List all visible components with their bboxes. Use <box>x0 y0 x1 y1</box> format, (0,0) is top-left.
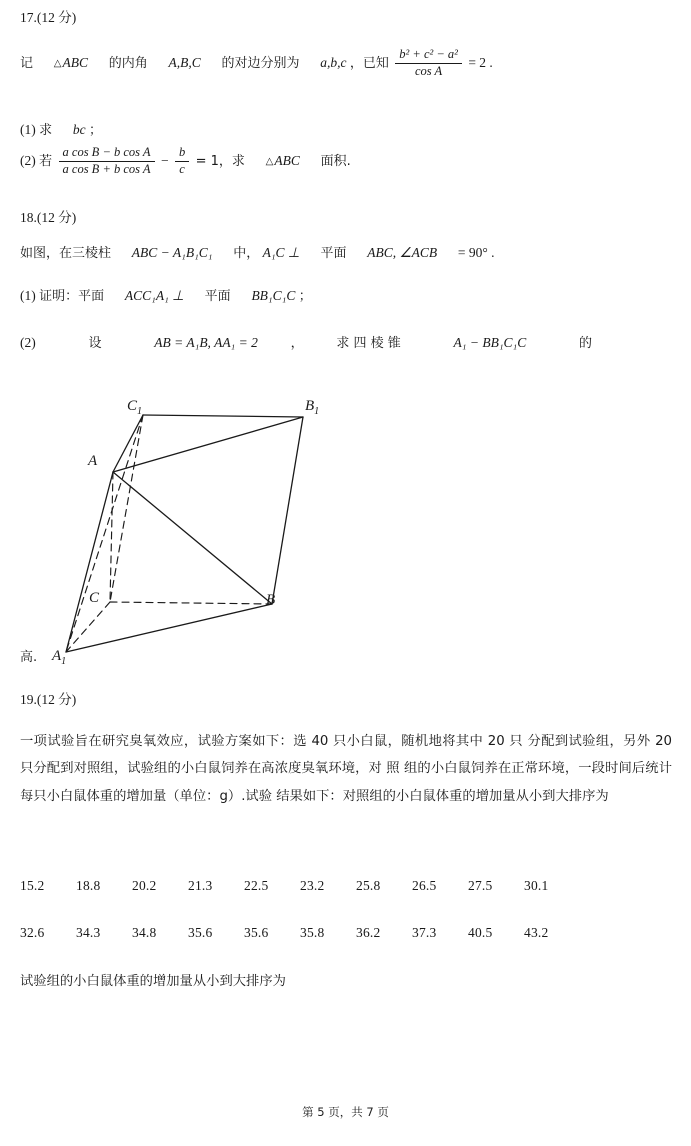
q18-p2-text3: 的 <box>579 336 593 351</box>
q17-p2-end: 面积. <box>320 154 351 170</box>
value: 30.1 <box>524 878 549 893</box>
q18-prism: ABC − A₁B₁C₁ <box>131 245 213 260</box>
q17-p2-f1-num: a cos B − b cos A <box>62 145 151 159</box>
q17-abc: ABC <box>62 55 88 71</box>
q18-stem4: = 90° . <box>457 245 495 260</box>
q17-triangle-symbol: △ <box>53 58 62 70</box>
q17-p2-f2-num: b <box>178 145 186 159</box>
question-17-stem <box>20 48 670 80</box>
q17-sides: a,b,c <box>320 55 347 71</box>
q18-p2-expr1: AB = A₁B, AA₁ = 2 <box>154 335 258 350</box>
q18-stem2: 中， <box>233 246 260 261</box>
q17-num: 17. <box>20 10 37 25</box>
question-17-part1 <box>20 117 102 144</box>
page-footer: 第 5 页，共 7 页 <box>302 1105 389 1119</box>
q17-p2-text: 若 <box>39 154 53 170</box>
q17-stem-mid2: 的对边分别为 <box>221 56 300 72</box>
label-C1: $C_1$ <box>127 398 143 417</box>
q18-p1-expr2: BB₁C₁C <box>251 288 296 303</box>
q18-num: 18. <box>20 210 37 225</box>
triangular-prism-diagram <box>0 380 400 680</box>
label-C: C <box>89 590 100 606</box>
q17-stem-mid1: 的内角 <box>108 56 148 72</box>
value: 34.8 <box>132 925 157 940</box>
q18-stem1: 如图，在三棱柱 <box>20 246 112 261</box>
value: 37.3 <box>412 925 437 940</box>
q18-p1-end: ； <box>298 289 312 304</box>
value: 35.8 <box>300 925 325 940</box>
value: 43.2 <box>524 925 549 940</box>
question-19-trailing: 试验组的小白鼠体重的增加量从小到大排序为 <box>20 974 286 989</box>
value: 35.6 <box>244 925 269 940</box>
q17-p2-equals: = 1，求 <box>195 154 245 170</box>
q17-frac-denominator: cos A <box>395 63 462 80</box>
prism-svg <box>0 380 400 680</box>
value: 27.5 <box>468 878 493 893</box>
question-18-part2-continuation <box>20 648 37 668</box>
q17-stem-mid3: ，已知 <box>349 56 389 72</box>
q17-p2-fraction-2 <box>175 145 189 177</box>
q17-equals: = 2 . <box>468 55 493 71</box>
q18-p1-label: (1) <box>20 288 36 303</box>
question-18-part2 <box>20 330 675 357</box>
value: 35.6 <box>188 925 213 940</box>
q18-perp: A₁C ⊥ <box>262 245 300 260</box>
q17-frac-numerator: b² + c² − a² <box>399 47 458 61</box>
q18-p2-text1: 设 <box>88 336 102 351</box>
q17-p2-triangle-symbol: △ <box>265 156 274 168</box>
question-17-part2 <box>20 146 351 178</box>
q19-num: 19. <box>20 692 37 707</box>
q17-fraction <box>395 47 462 79</box>
question-17-number <box>20 8 76 28</box>
data-row-control-1 <box>20 878 580 894</box>
q17-p2-f2-den: c <box>175 161 189 178</box>
q18-stem3: 平面 <box>320 246 347 261</box>
q17-p2-abc: ABC <box>274 153 300 169</box>
value: 23.2 <box>300 878 325 893</box>
q19-points: (12 分) <box>36 692 77 707</box>
q17-p1-expr: bc <box>72 122 86 137</box>
question-18-stem <box>20 240 494 267</box>
value: 26.5 <box>412 878 437 893</box>
value: 20.2 <box>132 878 157 893</box>
data-row-control-2 <box>20 925 580 941</box>
q17-p2-label: (2) <box>20 153 36 169</box>
label-A: A <box>88 453 98 469</box>
value: 18.8 <box>76 878 101 893</box>
value: 15.2 <box>20 878 45 893</box>
q17-p1-end: ； <box>89 123 103 138</box>
value: 32.6 <box>20 925 45 940</box>
q18-p1-expr1: ACC₁A₁ ⊥ <box>124 288 184 303</box>
q18-p2-text4: 高. <box>20 650 38 665</box>
label-B1: $B_1$ <box>305 398 320 417</box>
q17-p2-f1-den: a cos B + b cos A <box>59 161 155 178</box>
value: 40.5 <box>468 925 493 940</box>
q17-p2-minus: − <box>160 153 169 169</box>
label-A1: $A_1$ <box>52 648 67 667</box>
q17-p2-fraction-1 <box>59 145 155 177</box>
question-18-part1 <box>20 283 312 310</box>
q18-plane: ABC, ∠ACB <box>367 245 438 260</box>
q18-p1-text: 证明：平面 <box>39 289 105 304</box>
q18-p1-text2: 平面 <box>204 289 231 304</box>
q18-points: (12 分) <box>36 210 77 225</box>
q17-p1-label: (1) <box>20 122 36 137</box>
value: 22.5 <box>244 878 269 893</box>
question-18-number <box>20 208 76 228</box>
value: 25.8 <box>356 878 381 893</box>
q18-p2-text2: 求 四 棱 锥 <box>336 336 401 351</box>
value: 34.3 <box>76 925 101 940</box>
question-19-body: 一项试验旨在研究臭氧效应，试验方案如下：选 40 只小白鼠，随机地将其中 20 只 分配到试验组，另外 20 只分配到对照组，试验组的小白鼠饲养在高浓度臭氧环境，对 照 组的小白鼠饲养在正常环境，一段时间后统计每只小白鼠体重的增加量（单位：g）.试验 结果如下：对照组的小白鼠体重的增加量从小到大排序为 <box>20 734 672 804</box>
question-19-number <box>20 690 76 710</box>
value: 21.3 <box>188 878 213 893</box>
q18-p2-label: (2) <box>20 335 36 350</box>
q17-p1-text: 求 <box>39 123 53 138</box>
label-B: B <box>266 592 276 608</box>
value: 36.2 <box>356 925 381 940</box>
q18-p2-comma: ， <box>290 336 304 351</box>
q17-points: (12 分) <box>36 10 77 25</box>
q17-stem-lead: 记 <box>20 56 34 72</box>
q17-angles: A,B,C <box>168 55 201 71</box>
q18-p2-expr2: A₁ − BB₁C₁C <box>453 335 527 350</box>
